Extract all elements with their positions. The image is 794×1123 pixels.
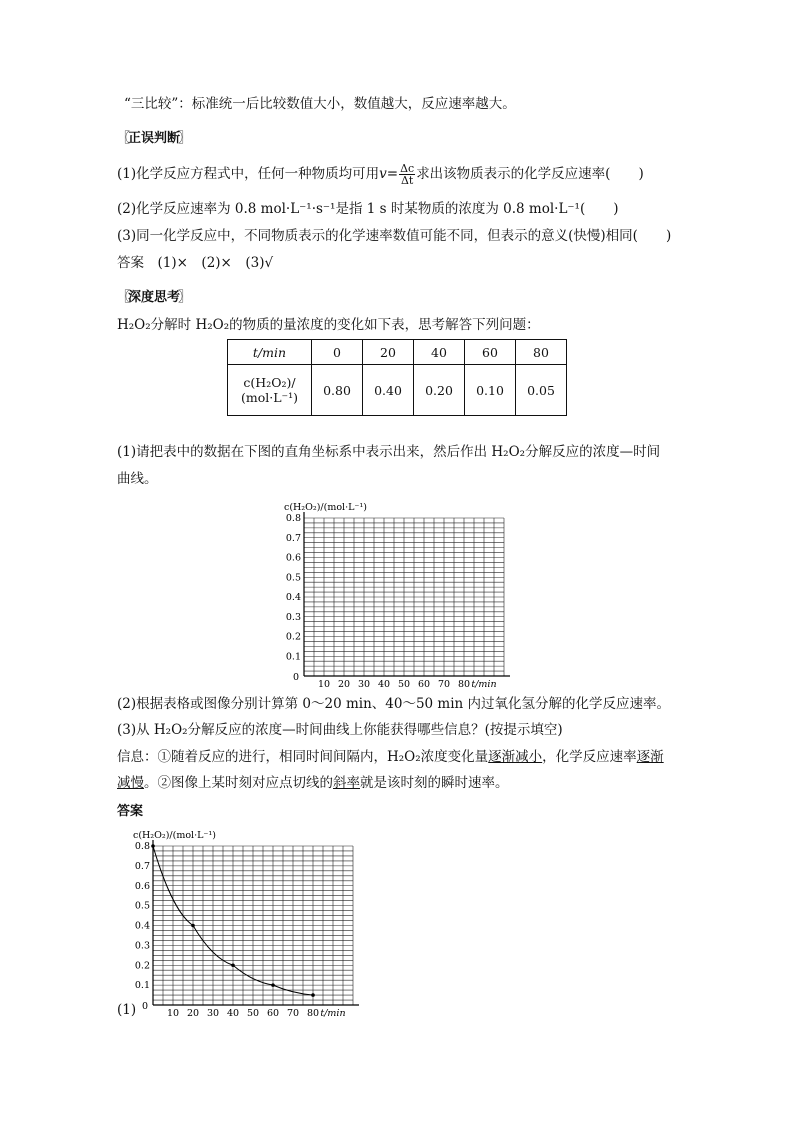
table-cell: 0 — [312, 340, 363, 365]
data-point — [151, 844, 155, 848]
y-tick-label: 0.1 — [285, 651, 301, 663]
table-row — [228, 365, 567, 416]
table-cell: 80 — [516, 340, 567, 365]
table-cell: 60 — [465, 340, 516, 365]
intro-line: “三比较”：标准统一后比较数值大小，数值越大，反应速率越大。 — [124, 96, 516, 112]
judge-q1-after: 求出该物质表示的化学反应速率( — [416, 166, 611, 182]
data-point — [311, 993, 315, 997]
y-axis-label: c(H₂O₂)/(mol·L⁻¹) — [284, 502, 367, 513]
deep-q3: (3)从 H₂O₂分解反应的浓度—时间曲线上你能获得哪些信息？(按提示填空) — [117, 722, 563, 738]
fraction-denominator: Δt — [400, 174, 414, 187]
data-point — [271, 983, 275, 987]
conc-label-a: c(H₂O₂)/ — [243, 375, 296, 390]
info-text-c: 。②图像上某时刻对应点切线的 — [144, 775, 333, 791]
x-tick-label: 40 — [377, 679, 391, 688]
y-tick-label: 0.2 — [285, 631, 301, 643]
judge-q2 — [117, 199, 619, 219]
deep-q1-line2: 曲线。 — [117, 471, 158, 487]
data-table — [227, 339, 567, 416]
x-tick-label: 30 — [357, 679, 371, 688]
x-axis-label: t/min — [320, 1008, 346, 1019]
y-tick-label: 0.4 — [134, 920, 150, 932]
y-axis-label: c(H₂O₂)/(mol·L⁻¹) — [133, 830, 216, 841]
x-tick-label: 70 — [437, 679, 451, 688]
x-tick-label: 50 — [246, 1008, 260, 1019]
table-cell: 0.40 — [363, 365, 414, 416]
y-tick-label: 0.8 — [285, 513, 301, 524]
info-underline-4: 斜率 — [333, 775, 360, 791]
x-tick-label: 70 — [286, 1008, 300, 1019]
x-tick-label: 80 — [306, 1008, 320, 1019]
table-cell: 0.05 — [516, 365, 567, 416]
data-point — [191, 924, 195, 928]
judge-q1-formula: v= — [379, 166, 399, 182]
x-tick-label: 30 — [206, 1008, 220, 1019]
table-header-conc — [228, 365, 312, 416]
x-tick-label: 20 — [186, 1008, 200, 1019]
y-tick-label: 0.5 — [134, 900, 150, 912]
conc-label-b: (mol·L⁻¹) — [240, 390, 298, 405]
y-tick-label: 0.2 — [134, 960, 150, 972]
judge-q3-text: (3)同一化学反应中，不同物质表示的化学速率数值可能不同，但表示的意义(快慢)相同( — [117, 228, 638, 244]
answer-curve-chart — [128, 826, 360, 1020]
origin-label: 0 — [292, 672, 299, 683]
y-tick-label: 0.7 — [134, 860, 150, 872]
x-tick-label: 10 — [166, 1008, 180, 1019]
y-tick-label: 0.3 — [134, 940, 150, 952]
y-tick-label: 0.6 — [134, 880, 150, 892]
y-tick-label: 0.3 — [285, 611, 301, 623]
table-cell: 0.10 — [465, 365, 516, 416]
y-tick-label: 0.8 — [134, 841, 150, 852]
answer-prefix: (1) — [117, 1002, 137, 1018]
x-tick-label: 60 — [266, 1008, 280, 1019]
judge-q1-before: (1)化学反应方程式中，任何一种物质均可用 — [117, 166, 380, 182]
data-point — [231, 963, 235, 967]
y-tick-label: 0.6 — [285, 552, 301, 564]
judge-q2-text: (2)化学反应速率为 0.8 mol·L⁻¹·s⁻¹是指 1 s 时某物质的浓度为 0.8 mol·L⁻¹( — [117, 201, 586, 217]
table-cell: 20 — [363, 340, 414, 365]
table-row — [228, 340, 567, 365]
info-underline-3: 减慢 — [117, 775, 144, 791]
origin-label: 0 — [141, 1001, 148, 1012]
y-tick-label: 0.7 — [285, 532, 301, 544]
x-tick-label: 60 — [417, 679, 431, 688]
empty-grid-chart — [280, 496, 520, 688]
info-underline-2: 逐渐 — [636, 749, 664, 765]
fraction-numerator: Δc — [400, 162, 415, 175]
info-underline-1: 逐渐减小 — [488, 749, 543, 765]
x-tick-label: 20 — [337, 679, 351, 688]
judge-q3 — [117, 226, 671, 246]
time-label: t/min — [252, 344, 287, 360]
deep-info-line1 — [117, 747, 664, 767]
paren-close: ) — [613, 201, 619, 217]
info-text-d: 就是该时刻的瞬时速率。 — [360, 775, 509, 791]
info-text-a: 信息：①随着反应的进行，相同时间间隔内，H₂O₂浓度变化量 — [117, 749, 489, 765]
deep-q1-line1: (1)请把表中的数据在下图的直角坐标系中表示出来，然后作出 H₂O₂分解反应的浓度—时间 — [117, 444, 661, 460]
y-tick-label: 0.5 — [285, 572, 301, 584]
paren-close: ) — [665, 228, 672, 244]
deep-heading: 〖 深度思考 〗 — [117, 286, 191, 305]
info-text-b: ，化学反应速率 — [542, 749, 637, 765]
x-tick-label: 40 — [226, 1008, 240, 1019]
delta-fraction — [399, 163, 415, 186]
deep-prompt: H₂O₂分解时 H₂O₂的物质的量浓度的变化如下表，思考解答下列问题： — [117, 317, 540, 333]
x-tick-label: 80 — [457, 679, 471, 688]
paren-close: ) — [638, 166, 644, 182]
table-cell: 0.20 — [414, 365, 465, 416]
table-header-time — [228, 340, 312, 365]
x-tick-label: 10 — [317, 679, 331, 688]
judge-answer: 答案 (1)× (2)× (3)√ — [117, 255, 274, 271]
judge-heading: 〖 正误判断 〗 — [117, 127, 191, 146]
x-axis-label: t/min — [471, 679, 497, 688]
y-tick-label: 0.4 — [285, 592, 301, 603]
table-cell: 0.80 — [312, 365, 363, 416]
deep-q2: (2)根据表格或图像分别计算第 0～20 min、40～50 min 内过氧化氢分解的化学反应速率。 — [117, 696, 671, 712]
x-tick-label: 50 — [397, 679, 411, 688]
judge-q1 — [117, 163, 644, 186]
y-tick-label: 0.1 — [134, 980, 150, 992]
deep-info-line2 — [117, 773, 509, 793]
table-cell: 40 — [414, 340, 465, 365]
deep-answer-label: 答案 — [117, 804, 144, 819]
